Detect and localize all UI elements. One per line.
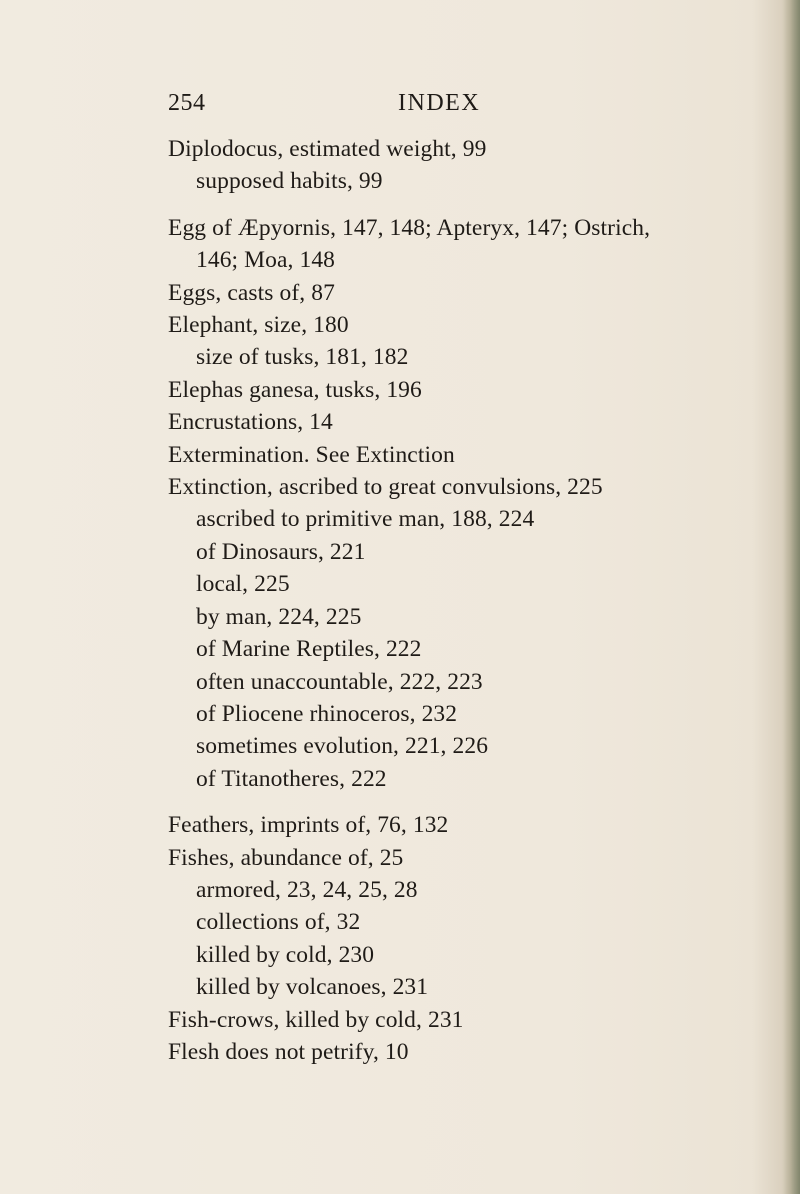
index-subentry: killed by cold, 230 [196, 941, 375, 968]
index-subentry: collections of, 32 [196, 909, 361, 936]
index-subentry: by man, 224, 225 [196, 603, 362, 630]
page-header [168, 90, 708, 120]
index-entry: Elephas ganesa, tusks, 196 [168, 376, 422, 403]
page-number: 254 [168, 90, 206, 116]
index-subentry: supposed habits, 99 [196, 168, 383, 195]
index-list [168, 133, 748, 1068]
index-subentry: of Pliocene rhinoceros, 232 [196, 700, 458, 727]
index-entry: Elephant, size, 180 [168, 312, 349, 339]
index-subentry: local, 225 [196, 571, 290, 598]
index-entry: Extermination. See Extinction [168, 441, 455, 468]
index-entry: Feathers, imprints of, 76, 132 [168, 812, 449, 839]
index-entry: Fish-crows, killed by cold, 231 [168, 1006, 464, 1033]
index-subentry: killed by volcanoes, 231 [196, 974, 429, 1001]
index-entry: Diplodocus, estimated weight, 99 [168, 136, 487, 162]
index-subentry: 146; Moa, 148 [196, 247, 336, 274]
running-title: INDEX [398, 90, 481, 116]
index-entry: Eggs, casts of, 87 [168, 279, 335, 306]
index-entry: Extinction, ascribed to great convulsions, 225 [168, 474, 603, 501]
index-subentry: often unaccountable, 222, 223 [196, 668, 483, 695]
index-subentry: armored, 23, 24, 25, 28 [196, 876, 418, 903]
index-subentry: ascribed to primitive man, 188, 224 [196, 506, 535, 533]
page-edge-shadow [782, 0, 800, 1194]
index-entry: Egg of Æpyornis, 147, 148; Apteryx, 147; Ostrich, [168, 214, 651, 241]
index-entry: Flesh does not petrify, 10 [168, 1038, 409, 1065]
index-entry: Fishes, abundance of, 25 [168, 844, 404, 871]
index-entry: Encrustations, 14 [168, 409, 333, 436]
index-subentry: of Marine Reptiles, 222 [196, 636, 422, 663]
index-subentry: of Titanotheres, 222 [196, 765, 387, 792]
index-subentry: size of tusks, 181, 182 [196, 344, 409, 371]
index-subentry: sometimes evolution, 221, 226 [196, 733, 489, 760]
index-subentry: of Dinosaurs, 221 [196, 538, 366, 565]
